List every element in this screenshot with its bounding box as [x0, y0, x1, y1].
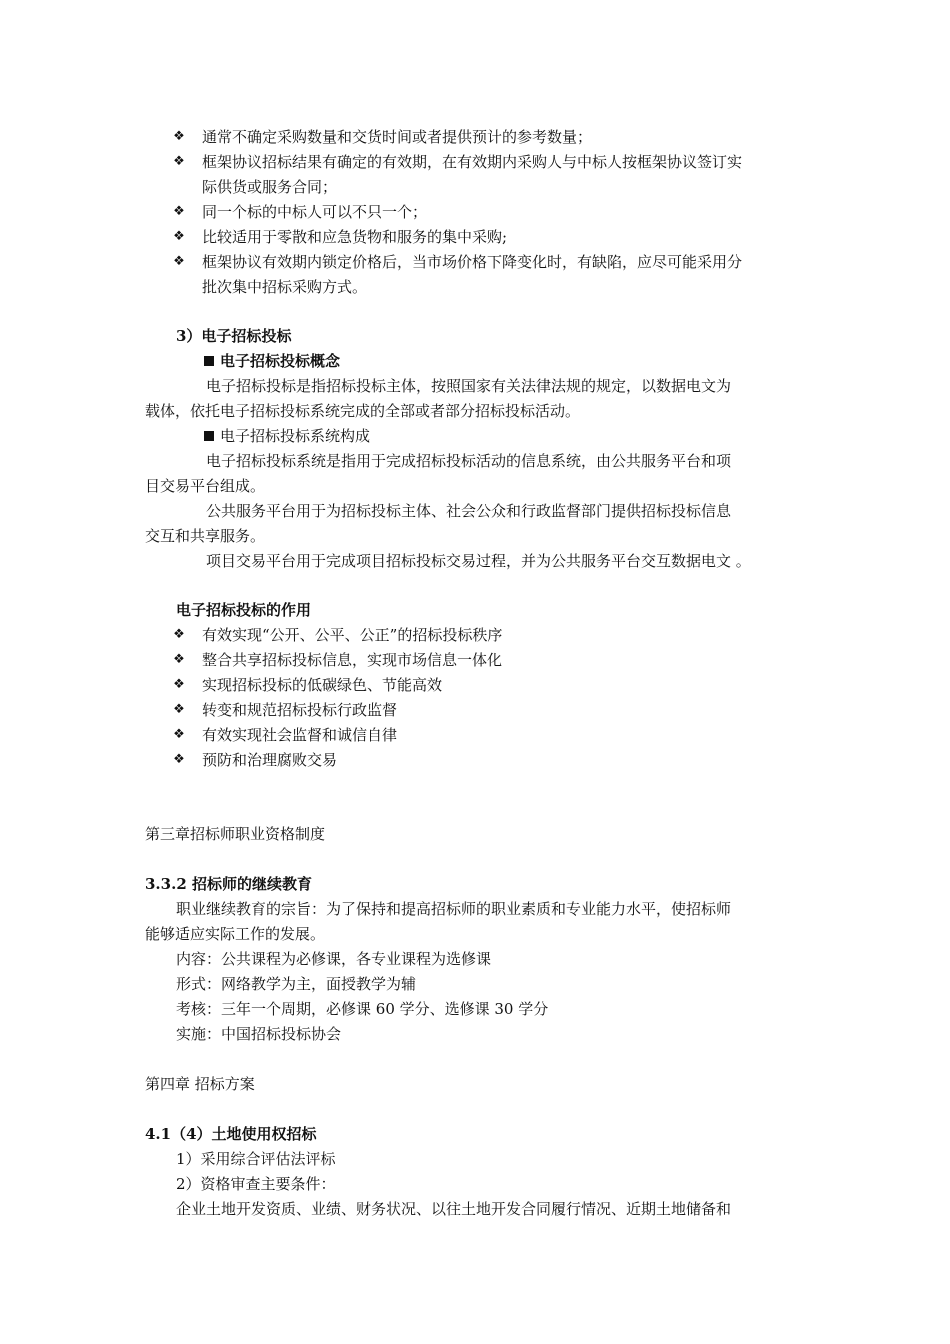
paragraph-line: 交互和共享服务。 [145, 527, 266, 545]
list-item: 2）资格审查主要条件： [176, 1175, 336, 1193]
chapter-title: 第四章 招标方案 [145, 1075, 255, 1093]
section-heading: 3.3.2 招标师的继续教育 [145, 875, 312, 893]
square-bullet-icon [204, 431, 214, 441]
paragraph-line: 职业继续教育的宗旨：为了保持和提高招标师的职业素质和专业能力水平，使招标师 [176, 900, 732, 918]
paragraph-line: 企业土地开发资质、业绩、财务状况、以往土地开发合同履行情况、近期土地储备和 [176, 1200, 732, 1218]
section-heading: 3）电子招标投标 [176, 327, 292, 345]
list-item: 实施：中国招标投标协会 [176, 1025, 342, 1043]
framework-bullet-text: 批次集中招标采购方式。 [202, 278, 368, 296]
role-item: 有效实现“公开、公平、公正”的招标投标秩序 [202, 626, 503, 644]
bullet-icon: ❖ [173, 154, 185, 169]
paragraph-line: 项目交易平台用于完成项目招标投标交易过程，并为公共服务平台交互数据电文 。 [206, 552, 751, 570]
bullet-icon: ❖ [173, 229, 185, 244]
subheading [204, 426, 370, 446]
paragraph-line: 电子招标投标系统是指用于完成招标投标活动的信息系统，由公共服务平台和项 [206, 452, 732, 470]
framework-bullet-text: 际供货或服务合同； [202, 178, 338, 196]
framework-bullet-text: 通常不确定采购数量和交货时间或者提供预计的参考数量； [202, 128, 593, 146]
paragraph-line: 电子招标投标是指招标投标主体，按照国家有关法律法规的规定，以数据电文为 [206, 377, 732, 395]
chapter-title: 第三章招标师职业资格制度 [145, 825, 326, 843]
framework-bullet-text: 框架协议有效期内锁定价格后，当市场价格下降变化时，有缺陷，应尽可能采用分 [202, 253, 743, 271]
role-item: 转变和规范招标投标行政监督 [202, 701, 398, 719]
paragraph-line: 公共服务平台用于为招标投标主体、社会公众和行政监督部门提供招标投标信息 [206, 502, 732, 520]
bullet-icon: ❖ [173, 752, 185, 767]
list-item: 形式：网络教学为主，面授教学为辅 [176, 975, 417, 993]
framework-bullet-text: 同一个标的中标人可以不只一个； [202, 203, 428, 221]
section-heading: 4.1（4）土地使用权招标 [145, 1125, 317, 1143]
paragraph-line: 能够适应实际工作的发展。 [145, 925, 326, 943]
bullet-icon: ❖ [173, 652, 185, 667]
bullet-icon: ❖ [173, 254, 185, 269]
bullet-icon: ❖ [173, 702, 185, 717]
bullet-icon: ❖ [173, 204, 185, 219]
bullet-icon: ❖ [173, 627, 185, 642]
role-item: 预防和治理腐败交易 [202, 751, 338, 769]
list-item: 1）采用综合评估法评标 [176, 1150, 336, 1168]
list-item: 内容：公共课程为必修课，各专业课程为选修课 [176, 950, 492, 968]
subheading [204, 351, 340, 371]
role-item: 整合共享招标投标信息，实现市场信息一体化 [202, 651, 503, 669]
role-item: 有效实现社会监督和诚信自律 [202, 726, 398, 744]
bullet-icon: ❖ [173, 129, 185, 144]
square-bullet-icon [204, 356, 214, 366]
framework-bullet-text: 框架协议招标结果有确定的有效期，在有效期内采购人与中标人按框架协议签订实 [202, 153, 743, 171]
bullet-icon: ❖ [173, 727, 185, 742]
paragraph-line: 目交易平台组成。 [145, 477, 266, 495]
paragraph-line: 载体，依托电子招标投标系统完成的全部或者部分招标投标活动。 [145, 402, 581, 420]
section-heading: 电子招标投标的作用 [176, 601, 312, 619]
framework-bullet-text: 比较适用于零散和应急货物和服务的集中采购; [202, 228, 508, 246]
list-item: 考核：三年一个周期，必修课 60 学分、选修课 30 学分 [176, 1000, 549, 1018]
bullet-icon: ❖ [173, 677, 185, 692]
role-item: 实现招标投标的低碳绿色、节能高效 [202, 676, 443, 694]
subheading-text: 电子招标投标概念 [220, 352, 341, 370]
subheading-text: 电子招标投标系统构成 [220, 427, 371, 445]
